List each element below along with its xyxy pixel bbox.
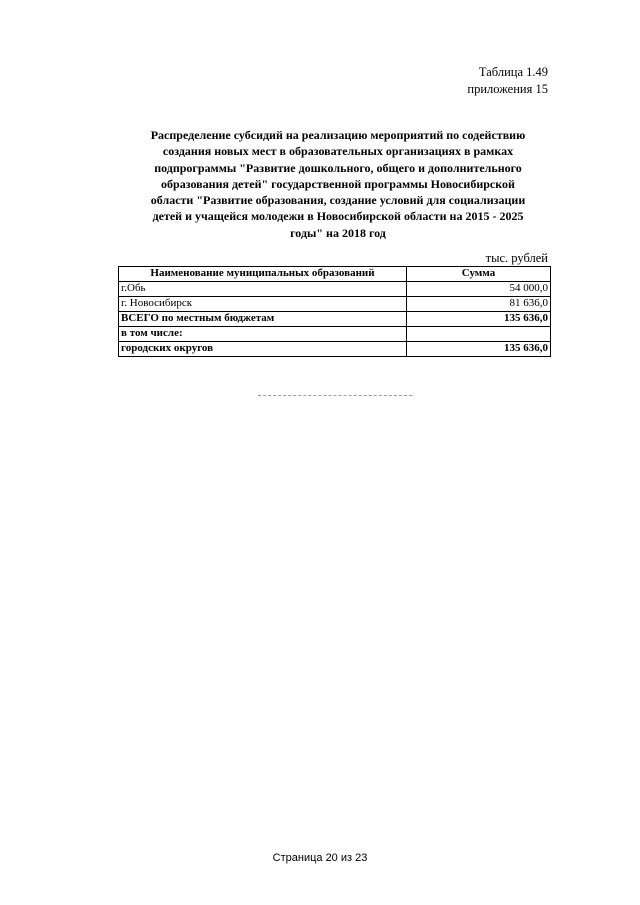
dashed-separator bbox=[258, 395, 412, 396]
column-header-sum: Сумма bbox=[407, 267, 551, 282]
cell-municipality: г.Обь bbox=[119, 282, 407, 297]
cell-municipality: ВСЕГО по местным бюджетам bbox=[119, 312, 407, 327]
cell-sum: 54 000,0 bbox=[407, 282, 551, 297]
title-line: создания новых мест в образовательных организациях в рамках bbox=[162, 144, 514, 159]
document-title bbox=[118, 127, 558, 241]
table-row bbox=[119, 297, 551, 312]
table-number: Таблица 1.49 bbox=[478, 65, 548, 79]
title-line: Распределение субсидий на реализацию мероприятий по содействию bbox=[150, 128, 526, 142]
cell-sum: 135 636,0 bbox=[407, 312, 551, 327]
title-line: детей и учащейся молодежи в Новосибирской области на 2015 - 2025 bbox=[152, 209, 524, 224]
cell-sum bbox=[407, 327, 551, 342]
cell-municipality: г. Новосибирск bbox=[119, 297, 407, 312]
cell-municipality: в том числе: bbox=[119, 327, 407, 342]
title-line: образования детей" государственной программы Новосибирской bbox=[161, 176, 515, 191]
subsidy-table bbox=[118, 266, 551, 357]
cell-sum: 81 636,0 bbox=[407, 297, 551, 312]
title-line: годы" на 2018 год bbox=[290, 225, 386, 240]
header-reference bbox=[467, 64, 548, 98]
table-header-row bbox=[119, 267, 551, 282]
table-row bbox=[119, 282, 551, 297]
table-row-total bbox=[119, 312, 551, 327]
table-row-subtotal bbox=[119, 342, 551, 357]
cell-sum: 135 636,0 bbox=[407, 342, 551, 357]
page-number: Страница 20 из 23 bbox=[272, 852, 368, 864]
appendix-number: приложения 15 bbox=[467, 82, 548, 96]
cell-municipality: городских округов bbox=[119, 342, 407, 357]
units-label: тыс. рублей bbox=[485, 251, 548, 265]
title-line: области "Развитие образования, создание условий для социализации bbox=[150, 193, 526, 208]
column-header-municipality: Наименование муниципальных образований bbox=[119, 267, 407, 282]
title-line: подпрограммы "Развитие дошкольного, общего и дополнительного bbox=[154, 160, 522, 175]
table-row-subheading bbox=[119, 327, 551, 342]
